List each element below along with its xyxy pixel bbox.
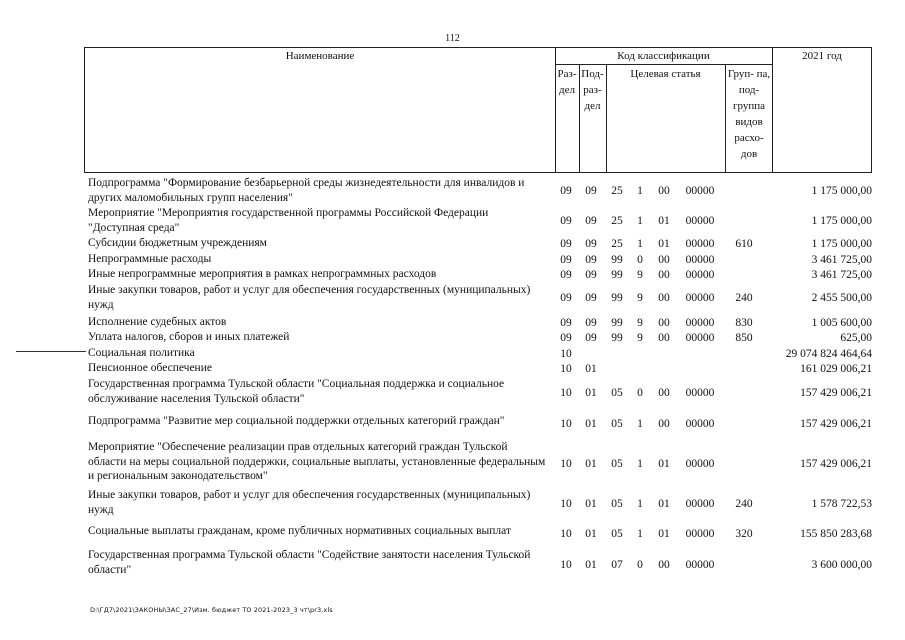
row-vr: 320 xyxy=(735,528,753,540)
row-pr: 01 xyxy=(585,559,597,571)
row-c3: 00 xyxy=(658,269,670,281)
row-pr: 01 xyxy=(585,387,597,399)
table-row xyxy=(0,414,905,434)
file-path: D:\ГД7\2021\ЗАКОНЫ\ЗАС_27\Изм. бюджет ТО 2021-2023_3 чт\pr3.xls xyxy=(90,606,333,614)
table-row xyxy=(0,346,905,361)
row-c4: 00000 xyxy=(685,332,715,344)
row-rz: 09 xyxy=(560,292,572,304)
row-c4: 00000 xyxy=(685,292,715,304)
row-c1: 99 xyxy=(611,317,623,329)
table-row xyxy=(0,330,905,345)
table-row xyxy=(0,283,905,313)
row-c2: 9 xyxy=(637,317,643,329)
row-amount: 3 461 725,00 xyxy=(811,254,872,266)
header-name: Наименование xyxy=(285,50,355,62)
row-name: Исполнение судебных актов xyxy=(88,316,227,328)
row-name: Государственная программа Тульской области "Содействие занятости населения Тульской области" xyxy=(88,549,531,576)
row-c3: 00 xyxy=(658,185,670,197)
row-name: Уплата налогов, сборов и иных платежей xyxy=(88,331,290,343)
row-c2: 9 xyxy=(637,332,643,344)
header-podrazdel: Под- раз- дел xyxy=(581,68,604,112)
row-c2: 0 xyxy=(637,387,643,399)
row-c4: 00000 xyxy=(685,418,715,430)
row-c1: 99 xyxy=(611,254,623,266)
row-c1: 07 xyxy=(611,559,623,571)
row-rz: 10 xyxy=(560,528,572,540)
row-pr: 09 xyxy=(585,254,597,266)
row-pr: 01 xyxy=(585,498,597,510)
row-rz: 09 xyxy=(560,332,572,344)
row-c3: 01 xyxy=(658,498,670,510)
row-pr: 09 xyxy=(585,332,597,344)
row-rz: 10 xyxy=(560,387,572,399)
row-c3: 00 xyxy=(658,332,670,344)
row-rz: 10 xyxy=(560,559,572,571)
row-c3: 01 xyxy=(658,238,670,250)
row-vr: 240 xyxy=(735,498,753,510)
row-pr: 01 xyxy=(585,418,597,430)
row-name: Пенсионное обеспечение xyxy=(88,362,212,374)
row-name: Социальная политика xyxy=(88,347,195,359)
row-c1: 99 xyxy=(611,332,623,344)
row-rz: 09 xyxy=(560,254,572,266)
row-c2: 1 xyxy=(637,238,643,250)
row-amount: 161 029 006,21 xyxy=(800,363,872,375)
row-name: Государственная программа Тульской области "Социальная поддержка и социальное обслуживание населения Тульской области" xyxy=(88,378,505,405)
row-name: Мероприятие "Мероприятия государственной программы Российской Федерации "Доступная среда" xyxy=(88,207,489,234)
row-c3: 00 xyxy=(658,418,670,430)
row-c1: 05 xyxy=(611,498,623,510)
row-c4: 00000 xyxy=(685,559,715,571)
row-c4: 00000 xyxy=(685,498,715,510)
row-vr: 850 xyxy=(735,332,753,344)
row-c4: 00000 xyxy=(685,238,715,250)
table-row xyxy=(0,315,905,330)
row-pr: 09 xyxy=(585,269,597,281)
row-pr: 09 xyxy=(585,185,597,197)
row-c2: 9 xyxy=(637,269,643,281)
row-c2: 1 xyxy=(637,528,643,540)
row-c4: 00000 xyxy=(685,254,715,266)
row-c4: 00000 xyxy=(685,317,715,329)
table-row xyxy=(0,206,905,236)
row-amount: 3 600 000,00 xyxy=(811,559,872,571)
row-amount: 1 005 600,00 xyxy=(811,317,872,329)
row-pr: 09 xyxy=(585,238,597,250)
row-rz: 10 xyxy=(560,348,572,360)
table-row xyxy=(0,488,905,520)
table-row xyxy=(0,267,905,282)
row-c4: 00000 xyxy=(685,215,715,227)
row-c1: 25 xyxy=(611,215,623,227)
row-pr: 09 xyxy=(585,215,597,227)
row-amount: 157 429 006,21 xyxy=(800,387,872,399)
row-c1: 05 xyxy=(611,387,623,399)
table-row xyxy=(0,524,905,544)
table-row xyxy=(0,252,905,267)
row-name: Иные закупки товаров, работ и услуг для обеспечения государственных (муниципальных) нужд xyxy=(88,284,531,311)
row-c3: 01 xyxy=(658,215,670,227)
row-amount: 157 429 006,21 xyxy=(800,418,872,430)
row-c3: 01 xyxy=(658,458,670,470)
row-amount: 155 850 283,68 xyxy=(800,528,872,540)
row-vr: 830 xyxy=(735,317,753,329)
row-pr: 01 xyxy=(585,528,597,540)
row-amount: 2 455 500,00 xyxy=(811,292,872,304)
row-pr: 01 xyxy=(585,458,597,470)
row-pr: 09 xyxy=(585,292,597,304)
row-name: Социальные выплаты гражданам, кроме публичных нормативных социальных выплат xyxy=(88,525,511,537)
row-c1: 99 xyxy=(611,269,623,281)
row-vr: 610 xyxy=(735,238,753,250)
row-c1: 05 xyxy=(611,528,623,540)
table-row xyxy=(0,548,905,582)
row-name: Мероприятие "Обеспечение реализации прав отдельных категорий граждан Тульской области на меры социальной поддержки, социальные выплаты, установленные федеральным и региональным законодательством" xyxy=(88,441,546,482)
header-group: Груп- па, под- группа видов расхо- дов xyxy=(727,68,771,160)
row-c4: 00000 xyxy=(685,387,715,399)
row-name: Субсидии бюджетным учреждениям xyxy=(88,237,267,249)
row-c1: 25 xyxy=(611,238,623,250)
row-c2: 0 xyxy=(637,254,643,266)
row-amount: 1 175 000,00 xyxy=(811,185,872,197)
row-rz: 09 xyxy=(560,215,572,227)
row-c4: 00000 xyxy=(685,269,715,281)
table-row xyxy=(0,377,905,409)
row-c3: 00 xyxy=(658,559,670,571)
page-number: 112 xyxy=(445,33,460,44)
row-c2: 1 xyxy=(637,215,643,227)
row-amount: 1 175 000,00 xyxy=(811,238,872,250)
row-rz: 09 xyxy=(560,317,572,329)
row-c1: 25 xyxy=(611,185,623,197)
row-name: Подпрограмма "Формирование безбарьерной среды жизнедеятельности для инвалидов и других маломобильных групп населения" xyxy=(88,177,525,204)
row-rz: 10 xyxy=(560,363,572,375)
row-c2: 1 xyxy=(637,458,643,470)
row-rz: 09 xyxy=(560,185,572,197)
row-pr: 01 xyxy=(585,363,597,375)
table-row xyxy=(0,176,905,206)
table-row xyxy=(0,361,905,376)
row-rz: 09 xyxy=(560,269,572,281)
row-amount: 3 461 725,00 xyxy=(811,269,872,281)
table-row xyxy=(0,440,905,488)
table-header xyxy=(84,47,872,173)
row-c3: 00 xyxy=(658,387,670,399)
row-c1: 05 xyxy=(611,418,623,430)
row-name: Иные непрограммные мероприятия в рамках непрограммных расходов xyxy=(88,268,437,280)
row-c4: 00000 xyxy=(685,185,715,197)
row-pr: 09 xyxy=(585,317,597,329)
row-c3: 00 xyxy=(658,292,670,304)
row-c3: 00 xyxy=(658,317,670,329)
row-c2: 1 xyxy=(637,498,643,510)
row-name: Иные закупки товаров, работ и услуг для обеспечения государственных (муниципальных) нужд xyxy=(88,489,531,516)
row-c4: 00000 xyxy=(685,528,715,540)
row-amount: 1 175 000,00 xyxy=(811,215,872,227)
table-row xyxy=(0,236,905,251)
row-c3: 01 xyxy=(658,528,670,540)
header-target: Целевая статья xyxy=(630,68,701,80)
row-c2: 0 xyxy=(637,559,643,571)
row-amount: 29 074 824 464,64 xyxy=(785,348,872,360)
row-amount: 625,00 xyxy=(840,332,872,344)
row-c2: 1 xyxy=(637,185,643,197)
row-amount: 157 429 006,21 xyxy=(800,458,872,470)
row-name: Подпрограмма "Развитие мер социальной поддержки отдельных категорий граждан" xyxy=(88,415,505,427)
row-c1: 99 xyxy=(611,292,623,304)
margin-line xyxy=(16,351,86,352)
row-c3: 00 xyxy=(658,254,670,266)
row-c1: 05 xyxy=(611,458,623,470)
row-c2: 9 xyxy=(637,292,643,304)
row-rz: 10 xyxy=(560,498,572,510)
row-rz: 09 xyxy=(560,238,572,250)
row-vr: 240 xyxy=(735,292,753,304)
row-rz: 10 xyxy=(560,458,572,470)
row-amount: 1 578 722,53 xyxy=(811,498,872,510)
row-c2: 1 xyxy=(637,418,643,430)
row-name: Непрограммные расходы xyxy=(88,253,212,265)
header-razdel: Раз- дел xyxy=(557,68,577,96)
header-code: Код классификации xyxy=(617,50,710,62)
header-year: 2021 год xyxy=(802,50,842,62)
row-rz: 10 xyxy=(560,418,572,430)
row-c4: 00000 xyxy=(685,458,715,470)
